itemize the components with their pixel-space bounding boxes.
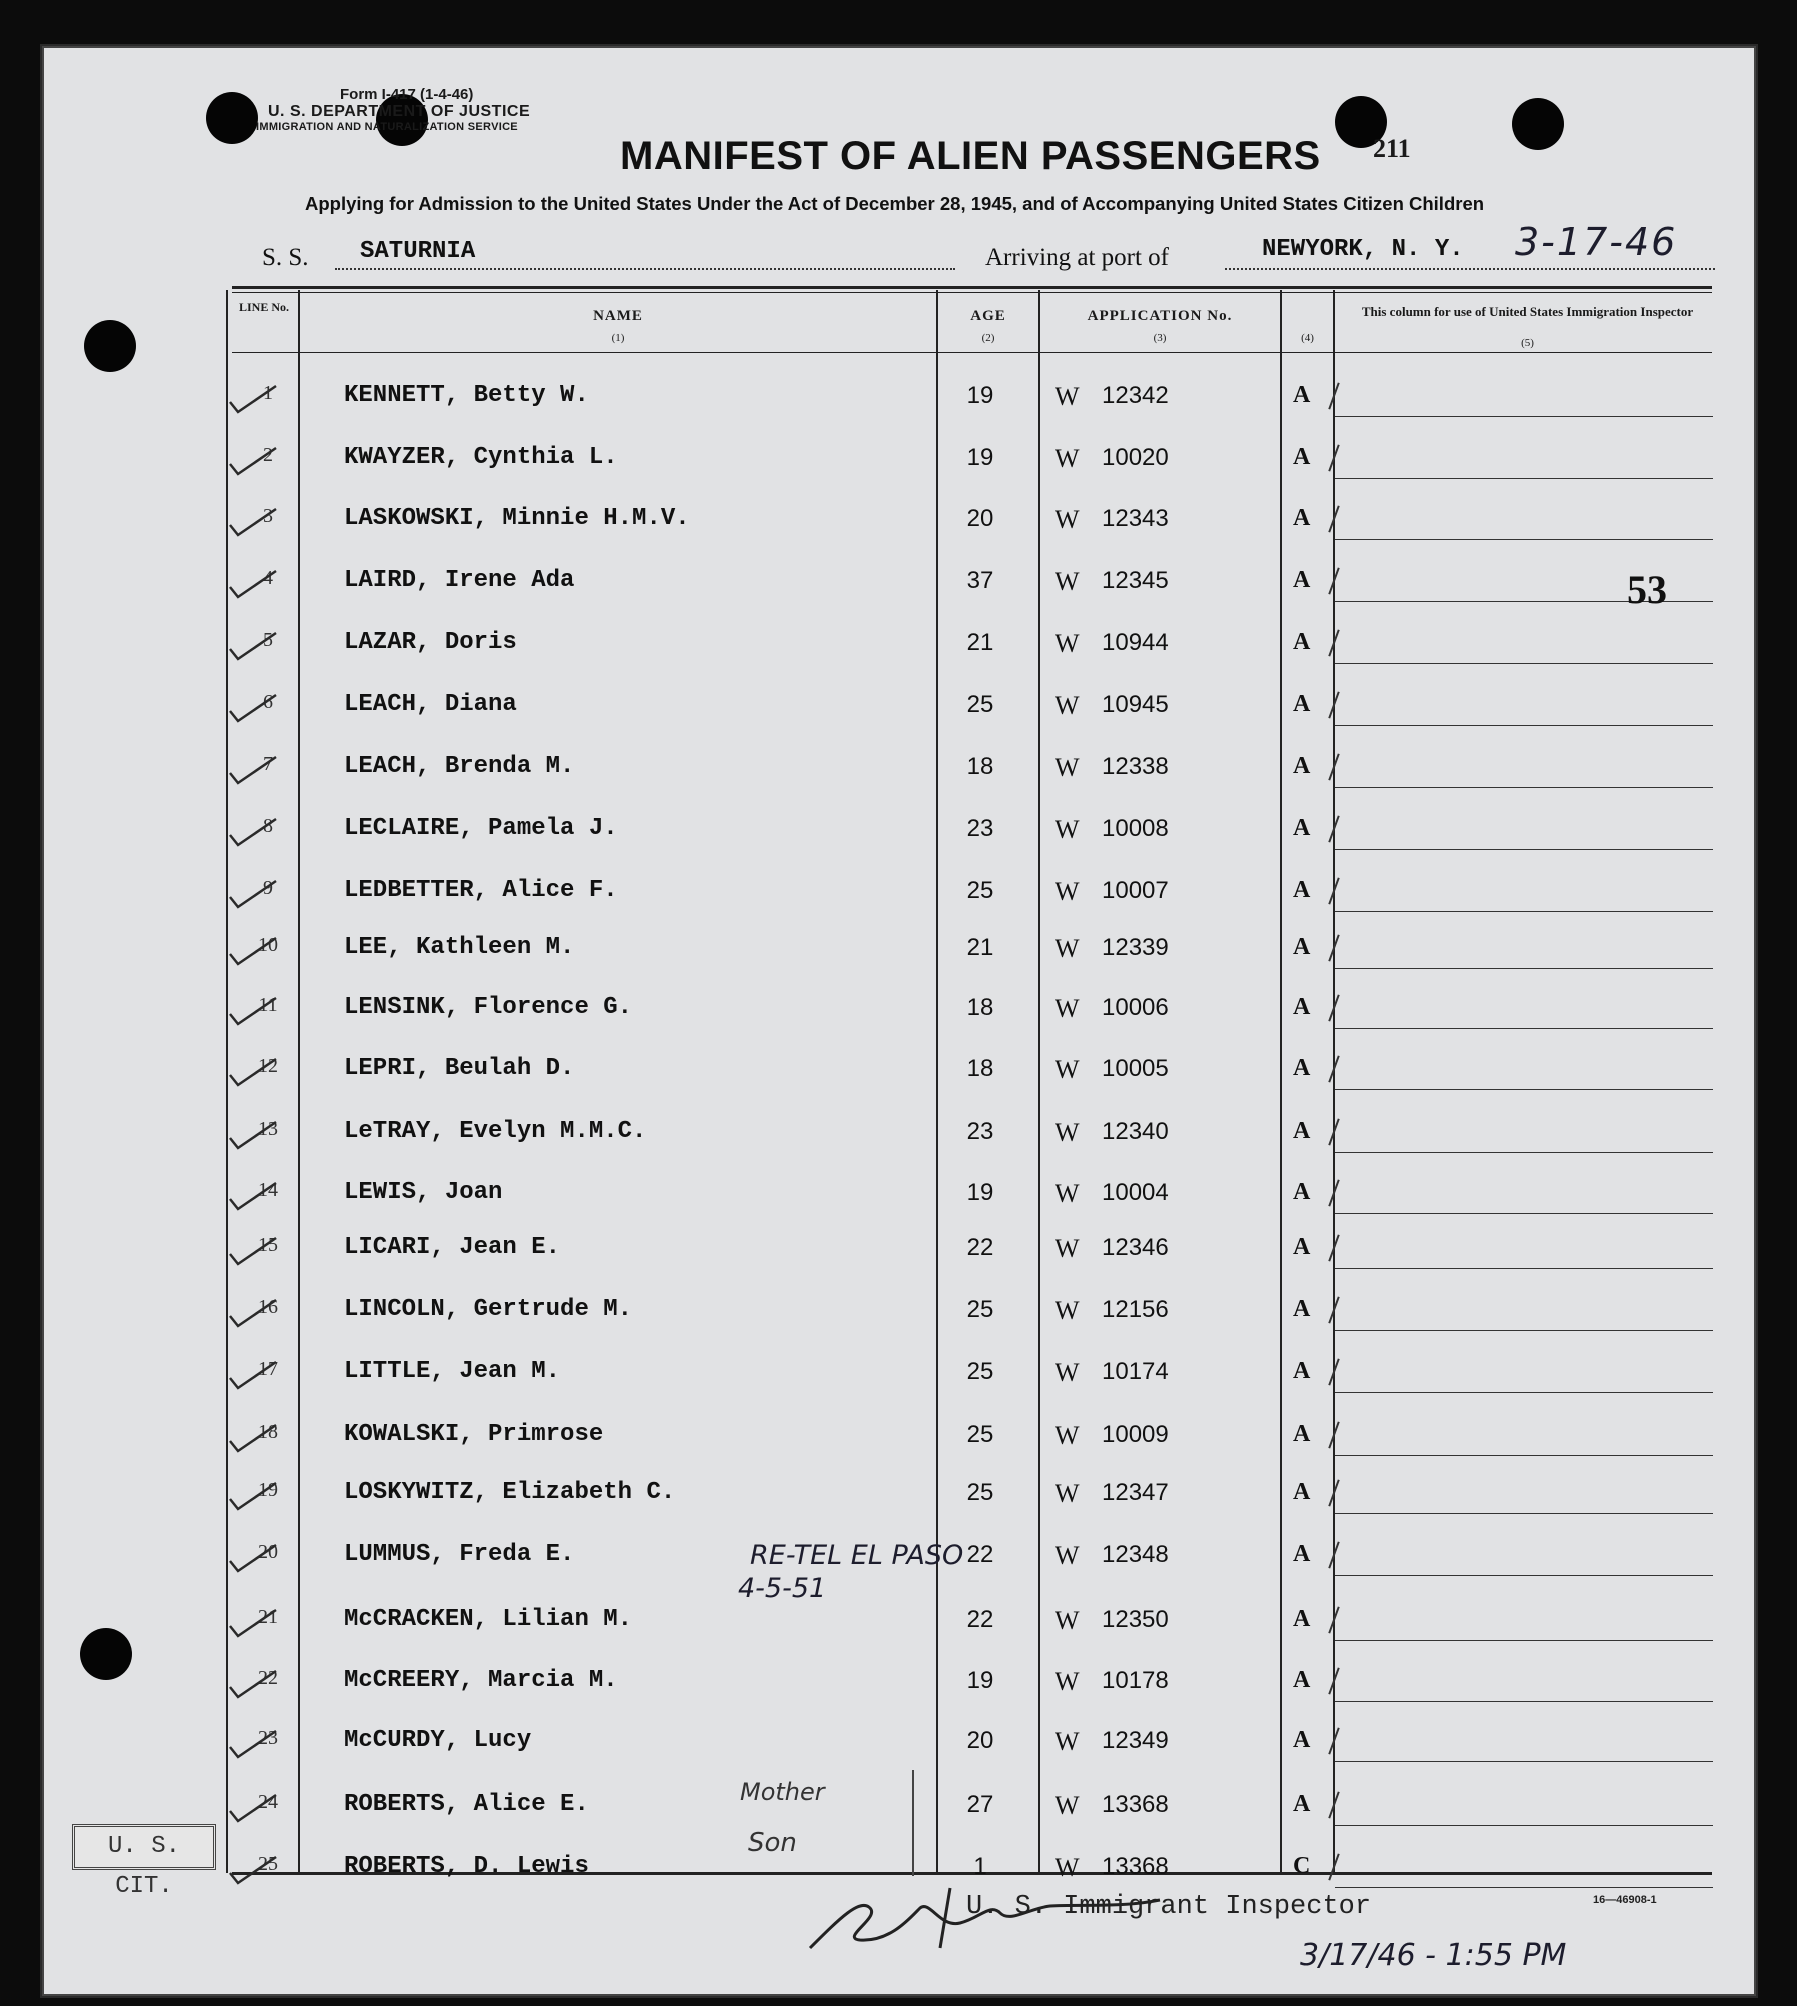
inspection-timestamp: 3/17/46 - 1:55 PM <box>1300 1938 1567 1973</box>
passenger-age: 25 <box>966 877 994 904</box>
application-prefix: W <box>1055 1234 1080 1263</box>
passenger-age: 19 <box>966 444 994 471</box>
application-number: 12338 <box>1102 753 1169 780</box>
line-number: 15 <box>258 1234 278 1256</box>
passenger-age: 25 <box>966 1296 994 1323</box>
passenger-name: LUMMUS, Freda E. <box>344 1541 575 1568</box>
passenger-age: 22 <box>966 1234 994 1261</box>
ship-name: SATURNIA <box>360 238 476 265</box>
check-mark <box>228 1360 278 1390</box>
line-number: 16 <box>258 1296 278 1318</box>
passenger-age: 19 <box>966 1667 994 1694</box>
passenger-age: 37 <box>966 567 994 594</box>
application-prefix: W <box>1055 1479 1080 1508</box>
line-number: 25 <box>258 1853 278 1875</box>
application-prefix: W <box>1055 691 1080 720</box>
inspector-entry-line <box>1335 1513 1713 1514</box>
passenger-age: 23 <box>966 815 994 842</box>
bracket-line <box>912 1770 914 1876</box>
passenger-age: 22 <box>966 1541 994 1568</box>
check-mark <box>228 631 278 661</box>
application-prefix: W <box>1055 1791 1080 1820</box>
line-number: 10 <box>258 934 278 956</box>
status-code: A <box>1293 1179 1311 1205</box>
col-line-no: LINE No. <box>238 300 289 314</box>
check-mark <box>228 1057 278 1087</box>
application-prefix: W <box>1055 877 1080 906</box>
inspector-entry-line <box>1335 1887 1713 1888</box>
line-number: 5 <box>263 629 273 651</box>
department-name: U. S. DEPARTMENT OF JUSTICE <box>268 103 531 120</box>
passenger-name: LICARI, Jean E. <box>344 1234 561 1261</box>
application-prefix: W <box>1055 1421 1080 1450</box>
application-prefix: W <box>1055 1667 1080 1696</box>
application-number: 10006 <box>1102 994 1169 1021</box>
page-subtitle: Applying for Admission to the United States Under the Act of December 28, 1945, and of Accompanying United States Citizen Children <box>305 193 1485 214</box>
ship-label: S. S. <box>262 244 309 271</box>
table-top-rule <box>232 286 1712 289</box>
page-title: MANIFEST OF ALIEN PASSENGERS <box>620 134 1321 178</box>
application-prefix: W <box>1055 1179 1080 1208</box>
status-code: A <box>1293 1421 1311 1447</box>
status-code: A <box>1293 934 1311 960</box>
arrival-date: 3-17-46 <box>1515 220 1678 264</box>
status-code: A <box>1293 1118 1311 1144</box>
col-name-num: (1) <box>611 332 625 344</box>
table-top-rule-2 <box>232 292 1712 293</box>
check-mark <box>228 1793 278 1823</box>
line-number: 12 <box>258 1055 278 1077</box>
application-number: 10178 <box>1102 1667 1169 1694</box>
status-code: A <box>1293 1606 1311 1632</box>
passenger-name: LEACH, Diana <box>344 691 517 718</box>
passenger-age: 25 <box>966 1479 994 1506</box>
inspector-entry-line <box>1335 1213 1713 1214</box>
inspector-entry-line <box>1335 1089 1713 1090</box>
inspector-entry-line <box>1335 849 1713 850</box>
service-name: IMMIGRATION AND NATURALIZATION SERVICE <box>256 121 518 133</box>
inspector-entry-line <box>1335 1392 1713 1393</box>
passenger-age: 22 <box>966 1606 994 1633</box>
passenger-age: 25 <box>966 691 994 718</box>
passenger-name: LAIRD, Irene Ada <box>344 567 575 594</box>
check-mark <box>228 1423 278 1453</box>
check-mark <box>228 693 278 723</box>
application-prefix: W <box>1055 994 1080 1023</box>
check-mark <box>228 1120 278 1150</box>
col-inspector: This column for use of United States Immigration Inspector <box>1361 304 1694 319</box>
passenger-age: 20 <box>966 1727 994 1754</box>
application-prefix: W <box>1055 629 1080 658</box>
check-mark <box>228 1855 278 1885</box>
status-code: A <box>1293 753 1311 779</box>
status-code: A <box>1293 629 1311 655</box>
status-code: A <box>1293 877 1311 903</box>
line-number: 9 <box>263 877 273 899</box>
inspector-entry-line <box>1335 725 1713 726</box>
application-number: 10945 <box>1102 691 1169 718</box>
application-number: 12156 <box>1102 1296 1169 1323</box>
check-mark <box>228 1236 278 1266</box>
passenger-age: 18 <box>966 1055 994 1082</box>
arriving-label: Arriving at port of <box>985 244 1169 271</box>
line-number: 7 <box>263 753 273 775</box>
check-mark <box>228 384 278 414</box>
status-code: A <box>1293 1479 1311 1505</box>
application-number: 12349 <box>1102 1727 1169 1754</box>
passenger-name: LECLAIRE, Pamela J. <box>344 815 618 842</box>
passenger-age: 1 <box>973 1853 987 1880</box>
check-mark <box>228 507 278 537</box>
passenger-age: 19 <box>966 382 994 409</box>
check-mark <box>228 446 278 476</box>
passenger-age: 25 <box>966 1358 994 1385</box>
passenger-name: LITTLE, Jean M. <box>344 1358 561 1385</box>
status-code: A <box>1293 691 1311 717</box>
inspector-entry-line <box>1335 1640 1713 1641</box>
passenger-name: LEACH, Brenda M. <box>344 753 575 780</box>
check-mark <box>228 879 278 909</box>
handwritten-mother: Mother <box>740 1778 825 1806</box>
status-code: C <box>1293 1853 1311 1879</box>
check-mark <box>228 1481 278 1511</box>
col-age: AGE <box>970 308 1006 324</box>
status-code: A <box>1293 1791 1311 1817</box>
passenger-name: McCREERY, Marcia M. <box>344 1667 618 1694</box>
port-name: NEWYORK, N. Y. <box>1262 236 1464 263</box>
passenger-name: LOSKYWITZ, Elizabeth C. <box>344 1479 676 1506</box>
application-prefix: W <box>1055 1296 1080 1325</box>
application-prefix: W <box>1055 1358 1080 1387</box>
passenger-name: ROBERTS, D. Lewis <box>344 1853 589 1880</box>
passenger-name: LEWIS, Joan <box>344 1179 503 1206</box>
line-number: 8 <box>263 815 273 837</box>
check-mark <box>228 1729 278 1759</box>
application-number: 10020 <box>1102 444 1169 471</box>
status-code: A <box>1293 1727 1311 1753</box>
col-age-num: (2) <box>981 332 995 344</box>
application-prefix: W <box>1055 1055 1080 1084</box>
check-mark <box>228 1669 278 1699</box>
inspector-entry-line <box>1335 1330 1713 1331</box>
status-code: A <box>1293 444 1311 470</box>
handwritten-son: Son <box>748 1828 797 1858</box>
check-mark <box>228 569 278 599</box>
passenger-name: LAZAR, Doris <box>344 629 517 656</box>
line-number: 20 <box>258 1541 278 1563</box>
inspector-entry-line <box>1335 539 1713 540</box>
line-number: 23 <box>258 1727 278 1749</box>
inspector-entry-line <box>1335 1152 1713 1153</box>
status-code: A <box>1293 1296 1311 1322</box>
status-code: A <box>1293 1358 1311 1384</box>
passenger-name: McCRACKEN, Lilian M. <box>344 1606 633 1633</box>
passenger-age: 19 <box>966 1179 994 1206</box>
application-number: 13368 <box>1102 1791 1169 1818</box>
status-code: A <box>1293 1541 1311 1567</box>
line-number: 17 <box>258 1358 278 1380</box>
form-number: Form I-417 (1-4-46) <box>340 86 474 103</box>
application-number: 10004 <box>1102 1179 1169 1206</box>
application-number: 12345 <box>1102 567 1169 594</box>
passenger-name: LENSINK, Florence G. <box>344 994 633 1021</box>
handwritten-note: RE-TEL EL PASO <box>750 1540 964 1571</box>
line-number: 4 <box>263 567 273 589</box>
line-number: 21 <box>258 1606 278 1628</box>
passenger-age: 21 <box>966 629 994 656</box>
inspector-entry-line <box>1335 1268 1713 1269</box>
col-4-num: (4) <box>1301 332 1314 344</box>
passenger-name: KENNETT, Betty W. <box>344 382 589 409</box>
inspector-entry-line <box>1335 968 1713 969</box>
application-number: 12348 <box>1102 1541 1169 1568</box>
application-prefix: W <box>1055 567 1080 596</box>
passenger-name: LeTRAY, Evelyn M.M.C. <box>344 1118 647 1145</box>
passenger-name: KOWALSKI, Primrose <box>344 1421 604 1448</box>
passenger-age: 20 <box>966 505 994 532</box>
passenger-name: LEE, Kathleen M. <box>344 934 575 961</box>
inspector-entry-line <box>1335 911 1713 912</box>
line-number: 24 <box>258 1791 278 1813</box>
passenger-name: ROBERTS, Alice E. <box>344 1791 589 1818</box>
application-number: 10005 <box>1102 1055 1169 1082</box>
application-prefix: W <box>1055 382 1080 411</box>
application-prefix: W <box>1055 934 1080 963</box>
check-mark <box>228 1298 278 1328</box>
passenger-name: LINCOLN, Gertrude M. <box>344 1296 633 1323</box>
line-number: 14 <box>258 1179 278 1201</box>
status-code: A <box>1293 1055 1311 1081</box>
application-number: 12342 <box>1102 382 1169 409</box>
passenger-name: LEDBETTER, Alice F. <box>344 877 618 904</box>
handwritten-note-date: 4-5-51 <box>738 1573 827 1604</box>
passenger-age: 18 <box>966 994 994 1021</box>
inspector-entry-line <box>1335 416 1713 417</box>
application-prefix: W <box>1055 753 1080 782</box>
check-mark <box>228 755 278 785</box>
inspector-entry-line <box>1335 787 1713 788</box>
line-number: 19 <box>258 1479 278 1501</box>
application-prefix: W <box>1055 505 1080 534</box>
application-prefix: W <box>1055 1541 1080 1570</box>
application-number: 13368 <box>1102 1853 1169 1880</box>
application-number: 10008 <box>1102 815 1169 842</box>
line-number: 2 <box>263 444 273 466</box>
application-number: 12347 <box>1102 1479 1169 1506</box>
passenger-age: 25 <box>966 1421 994 1448</box>
application-number: 12339 <box>1102 934 1169 961</box>
form-code: 16—46908-1 <box>1593 1894 1657 1906</box>
status-code: A <box>1293 1234 1311 1260</box>
line-number: 18 <box>258 1421 278 1443</box>
application-prefix: W <box>1055 815 1080 844</box>
application-prefix: W <box>1055 444 1080 473</box>
line-number: 13 <box>258 1118 278 1140</box>
passenger-name: KWAYZER, Cynthia L. <box>344 444 618 471</box>
page-number: 211 <box>1373 134 1411 163</box>
application-number: 12343 <box>1102 505 1169 532</box>
status-code: A <box>1293 382 1311 408</box>
col-name: NAME <box>593 308 643 324</box>
inspector-title: U. S. Immigrant Inspector <box>966 1892 1372 1922</box>
col-inspector-num: (5) <box>1521 337 1534 349</box>
punch-hole <box>1512 98 1564 150</box>
passenger-age: 18 <box>966 753 994 780</box>
application-prefix: W <box>1055 1727 1080 1756</box>
check-mark <box>228 1543 278 1573</box>
status-code: A <box>1293 994 1311 1020</box>
col-application-num: (3) <box>1153 332 1167 344</box>
status-code: A <box>1293 567 1311 593</box>
check-mark <box>228 1181 278 1211</box>
passenger-age: 23 <box>966 1118 994 1145</box>
check-mark <box>228 817 278 847</box>
passenger-age: 21 <box>966 934 994 961</box>
check-mark <box>228 936 278 966</box>
line-number: 1 <box>263 382 273 404</box>
application-prefix: W <box>1055 1853 1080 1882</box>
status-code: A <box>1293 505 1311 531</box>
application-number: 10944 <box>1102 629 1169 656</box>
application-number: 12350 <box>1102 1606 1169 1633</box>
application-prefix: W <box>1055 1606 1080 1635</box>
status-code: A <box>1293 815 1311 841</box>
application-prefix: W <box>1055 1118 1080 1147</box>
inspector-entry-line <box>1335 1028 1713 1029</box>
col-application: APPLICATION No. <box>1087 308 1233 324</box>
port-rule <box>1225 268 1715 270</box>
header-bottom-rule <box>232 352 1712 353</box>
punch-hole <box>206 92 258 144</box>
application-number: 10174 <box>1102 1358 1169 1385</box>
inspector-entry-line <box>1335 663 1713 664</box>
inspector-entry-line <box>1335 478 1713 479</box>
application-number: 12346 <box>1102 1234 1169 1261</box>
ship-name-rule <box>335 268 955 270</box>
inspector-entry-line <box>1335 1455 1713 1456</box>
passenger-age: 27 <box>966 1791 994 1818</box>
application-number: 10009 <box>1102 1421 1169 1448</box>
line-number: 3 <box>263 505 273 527</box>
passenger-name: LASKOWSKI, Minnie H.M.V. <box>344 505 690 532</box>
application-number: 10007 <box>1102 877 1169 904</box>
inspector-entry-line <box>1335 1575 1713 1576</box>
punch-hole <box>84 320 136 372</box>
line-number: 6 <box>263 691 273 713</box>
passenger-name: LEPRI, Beulah D. <box>344 1055 575 1082</box>
us-citizen-stamp: U. S. CIT. <box>72 1824 216 1870</box>
check-mark <box>228 1608 278 1638</box>
passenger-name: McCURDY, Lucy <box>344 1727 532 1754</box>
check-mark <box>228 996 278 1026</box>
inspector-entry-line <box>1335 1701 1713 1702</box>
passenger-count: 53 <box>1627 567 1667 612</box>
line-number: 22 <box>258 1667 278 1689</box>
application-number: 12340 <box>1102 1118 1169 1145</box>
inspector-entry-line <box>1335 1761 1713 1762</box>
line-number: 11 <box>258 994 278 1016</box>
inspector-entry-line <box>1335 1825 1713 1826</box>
status-code: A <box>1293 1667 1311 1693</box>
